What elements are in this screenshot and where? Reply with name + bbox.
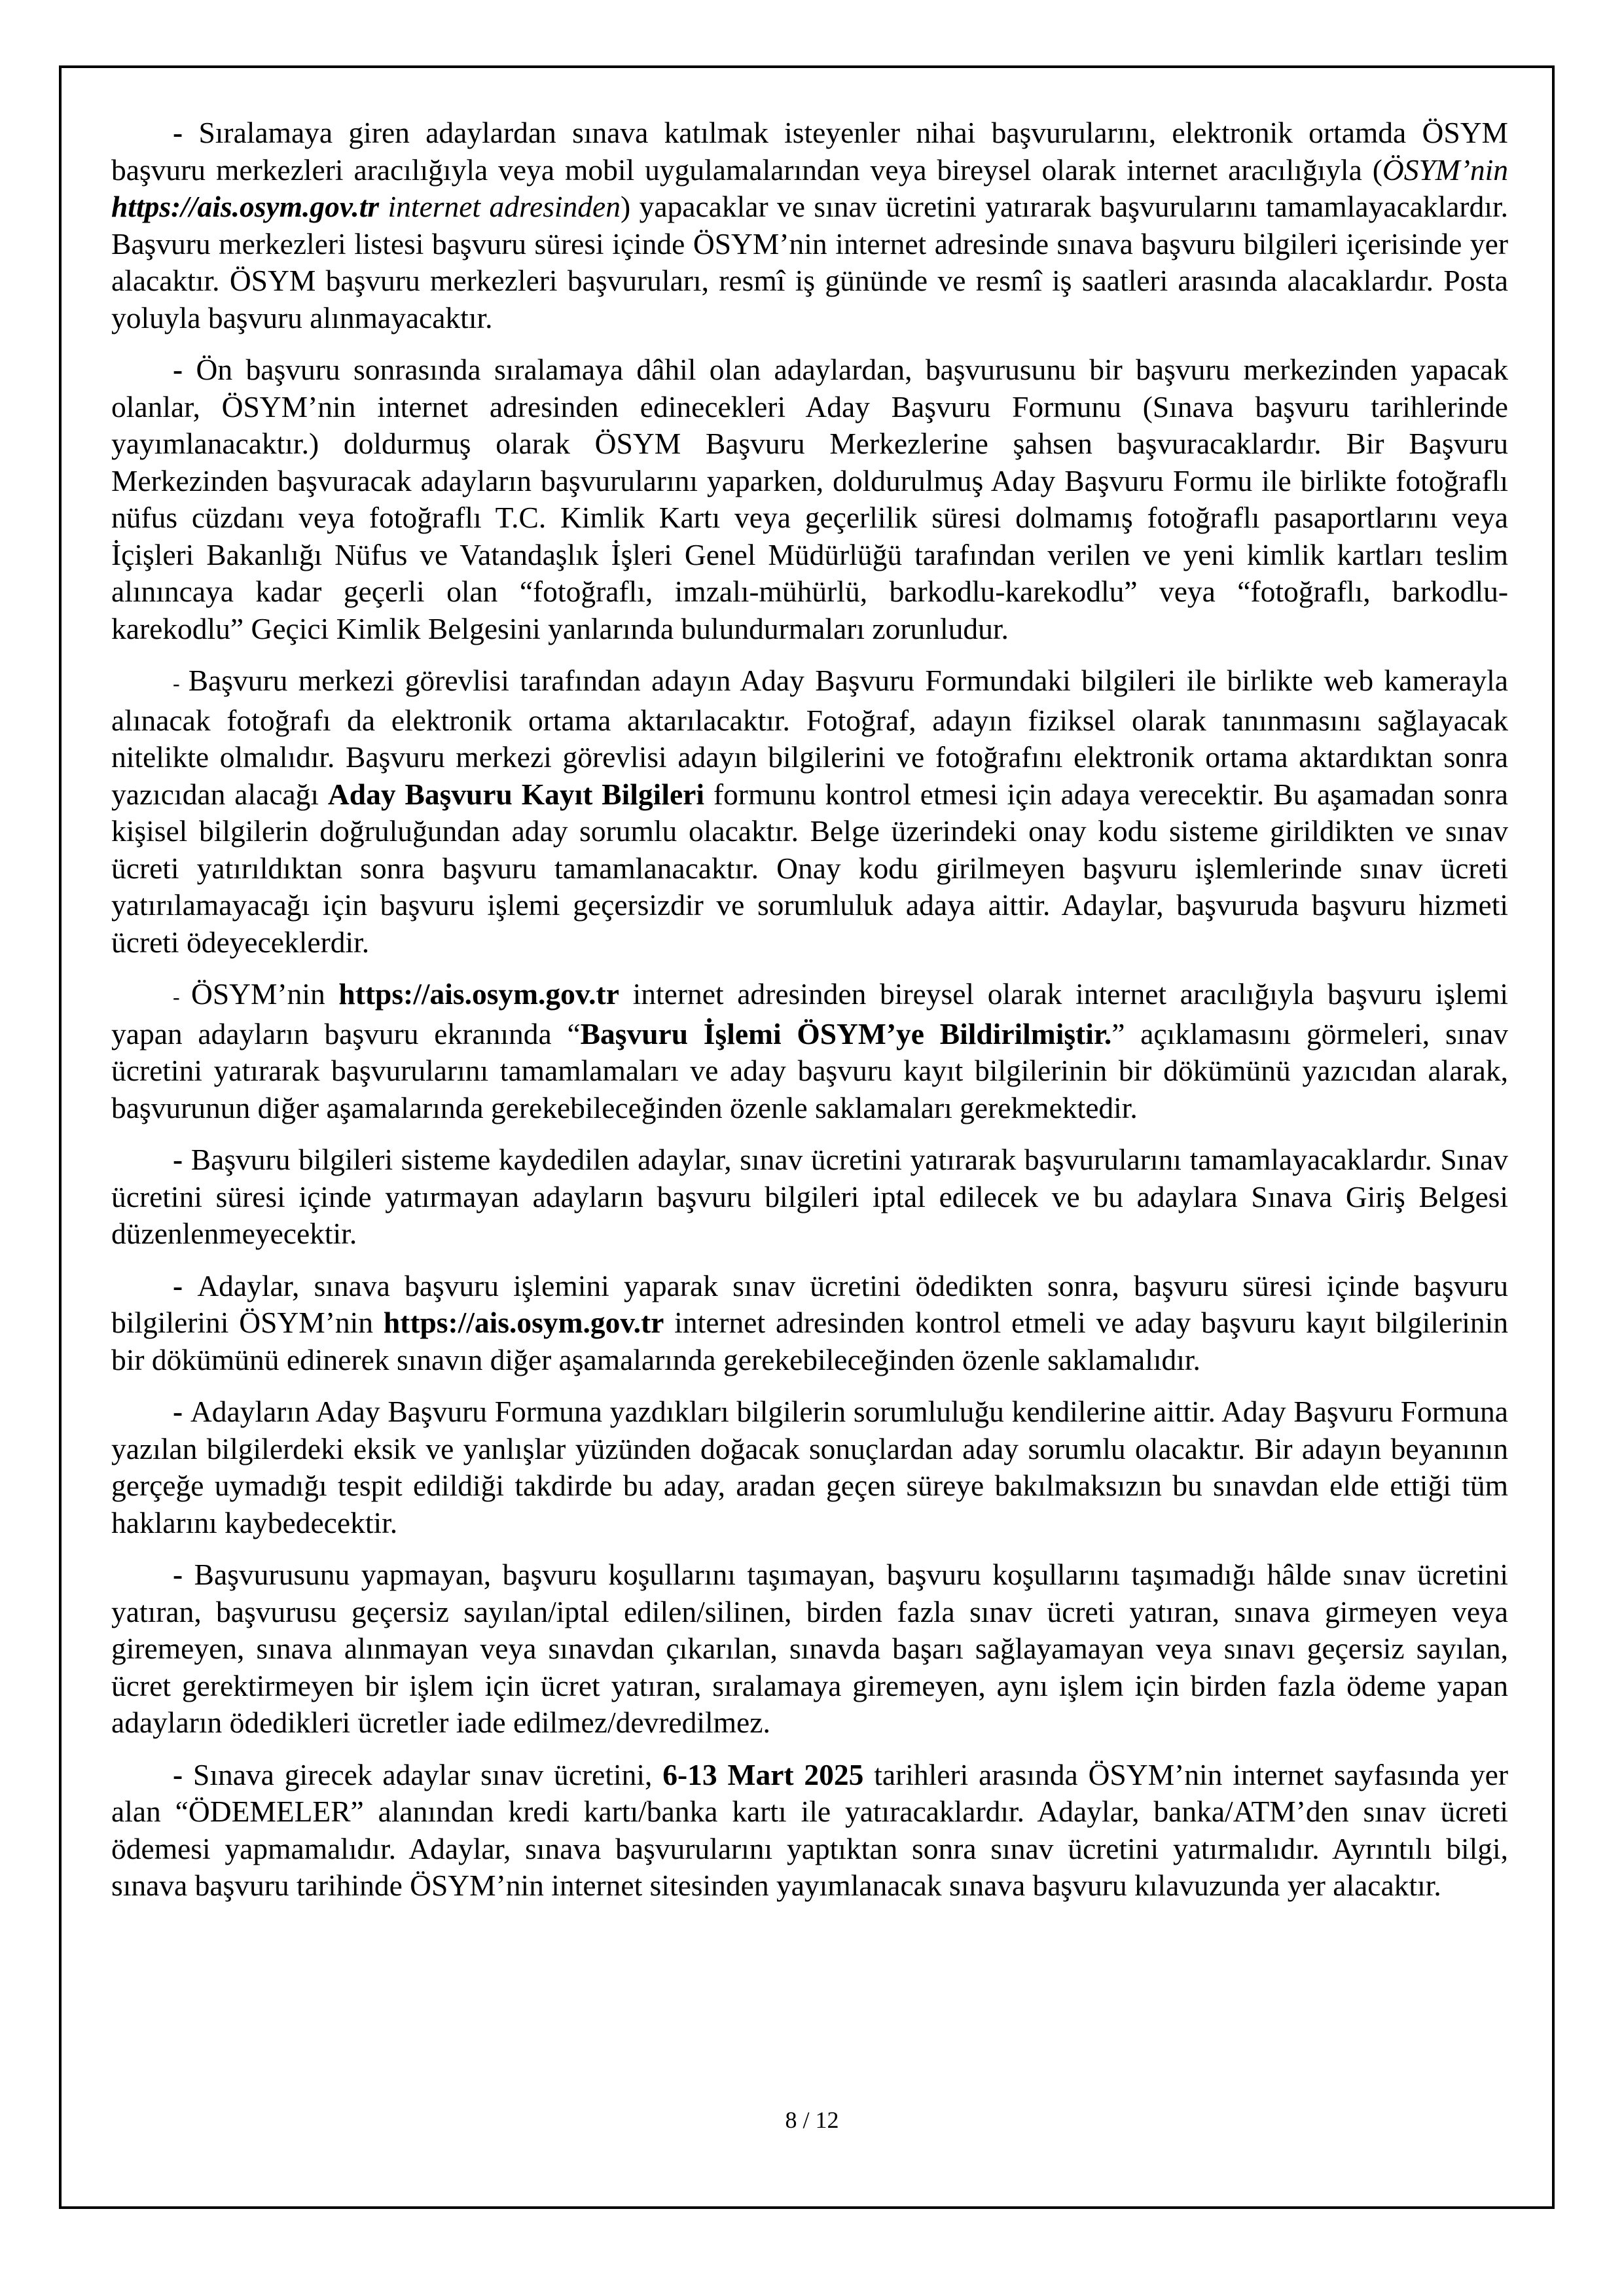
- paragraph: [111, 1757, 1508, 1905]
- document-body: [111, 115, 1508, 1920]
- emphasis-text: Başvuru İşlemi ÖSYM’ye Bildirilmiştir.: [580, 1016, 1112, 1050]
- text-run: Başvuru merkezi görevlisi tarafından adayın Aday Başvuru Formundaki bilgileri ile birlikte web kamerayla alınacak fotoğrafı da elektronik ortama aktarılacaktır. Fotoğraf, adayın fiziksel olarak tanınmasını sağlayacak nitelikte olmalıdır. Başvuru merkezi görevlisi adayın bilgilerini ve fotoğrafını elektronik ortama aktardıktan sonra yazıcıdan alacağı: [111, 664, 1508, 811]
- bullet-dash: -: [173, 672, 189, 695]
- page-number: 8 / 12: [785, 2107, 839, 2133]
- bullet-dash: -: [173, 1395, 190, 1428]
- paragraph: [111, 1268, 1508, 1379]
- text-run: tarihleri arasında ÖSYM’nin internet sayfasında yer alan “ÖDEMELER” alanından kredi kartı/banka kartı ile yatıracaklardır. Adaylar, banka/ATM’den sınav ücreti ödemesi yapmamalıdır. Adaylar, sınava başvurularını yaptıktan sonra sınav ücretini yatırmalıdır. Ayrıntılı bilgi, sınava başvuru tarihinde ÖSYM’nin internet sitesinden yayımlanacak sınava başvuru kılavuzunda yer alacaktır.: [111, 1757, 1509, 1902]
- text-run: internet adresinden kontrol etmeli ve aday başvuru kayıt bilgilerinin bir dökümünü edinerek sınavın diğer aşamalarında gerekebileceğinden özenle saklamalıdır.: [111, 1306, 1508, 1376]
- bullet-dash: -: [173, 353, 196, 386]
- emphasis-text: https://ais.osym.gov.tr: [383, 1306, 664, 1339]
- paragraph: [111, 115, 1508, 336]
- text-run: Başvurusunu yapmayan, başvuru koşullarını taşımayan, başvuru koşullarını taşımadığı hâlde sınav ücretini yatıran, başvurusu geçersiz sayılan/iptal edilen/silinen, birden fazla sınav ücreti yatıran, sınava girmeyen veya giremeyen, sınava alınmayan veya sınavdan çıkarılan, sınavda başarı sağlayamayan veya sınavı geçersiz sayılan, ücret gerektirmeyen bir işlem için ücret yatıran, sıralamaya giremeyen, aynı işlem için birden fazla ödeme yapan adayların ödedikleri ücretler iade edilmez/devredilmez.: [111, 1558, 1508, 1739]
- emphasis-text: https://ais.osym.gov.tr: [111, 190, 380, 223]
- bullet-dash: -: [173, 1268, 198, 1302]
- bullet-dash: -: [173, 1558, 194, 1591]
- paragraph: [111, 351, 1508, 647]
- paragraph: [111, 1556, 1508, 1742]
- text-run: Sıralamaya giren adaylardan sınava katılmak isteyenler nihai başvurularını, elektronik ortamda ÖSYM başvuru merkezleri aracılığıyla veya mobil uygulamalarından veya bireysel olarak internet aracılığıyla (: [111, 116, 1509, 187]
- paragraph: [111, 662, 1508, 961]
- emphasis-text: Aday Başvuru Kayıt Bilgileri: [327, 777, 704, 811]
- text-run: formunu kontrol etmesi için adaya verecektir. Bu aşamadan sonra kişisel bilgilerin doğruluğundan aday sorumlu olacaktır. Belge üzerindeki onay kodu sisteme girildikten ve sınav ücreti yatırıldıktan sonra başvuru tamamlanacaktır. Onay kodu girilmeyen başvuru işlemlerinde sınav ücreti yatırılamayacağı için başvuru işlemi geçersizdir ve sorumluluk adaya aittir. Adaylar, başvuruda başvuru hizmeti ücreti ödeyeceklerdir.: [111, 777, 1508, 959]
- emphasis-text: https://ais.osym.gov.tr: [338, 977, 619, 1011]
- bullet-dash: -: [173, 116, 199, 149]
- text-run: ” açıklamasını görmeleri, sınav ücretini yatırarak başvurularını tamamlamaları ve aday başvuru kayıt bilgilerinin bir dökümünü yazıcıdan alarak, başvurunun diğer aşamalarında gerekebileceğinden özenle saklamaları gerekmektedir.: [111, 1016, 1508, 1124]
- bullet-dash: -: [173, 985, 191, 1009]
- bullet-dash: -: [173, 1757, 194, 1791]
- paragraph: [111, 1393, 1508, 1541]
- text-run: internet adresinden bireysel olarak internet aracılığıyla başvuru işlemi yapan adayların başvuru ekranında “: [111, 977, 1508, 1050]
- text-run: Adaylar, sınava başvuru işlemini yaparak sınav ücretini ödedikten sonra, başvuru süresi içinde başvuru bilgilerini ÖSYM’nin: [111, 1268, 1508, 1339]
- bullet-dash: -: [173, 1143, 191, 1176]
- paragraph: [111, 976, 1508, 1126]
- paragraph: [111, 1141, 1508, 1253]
- text-run: ÖSYM’nin: [190, 977, 339, 1011]
- text-run: Başvuru bilgileri sisteme kaydedilen adaylar, sınav ücretini yatırarak başvurularını tamamlayacaklardır. Sınav ücretini süresi içinde yatırmayan adayların başvuru bilgileri iptal edilecek ve bu adaylara Sınava Giriş Belgesi düzenlenmeyecektir.: [111, 1143, 1508, 1250]
- emphasis-text: ÖSYM’nin: [1382, 152, 1508, 187]
- text-run: Sınava girecek adaylar sınav ücretini,: [193, 1757, 663, 1791]
- text-run: ) yapacaklar ve sınav ücretini yatırarak başvurularını tamamlayacaklardır. Başvuru merkezleri listesi başvuru süresi içinde ÖSYM’nin internet adresinde sınava başvuru bilgileri içerisinde yer alacaktır. ÖSYM başvuru merkezleri başvuruları, resmî iş gününde ve resmî iş saatleri arasında alacaklardır. Posta yoluyla başvuru alınmayacaktır.: [111, 190, 1508, 334]
- emphasis-text: 6-13 Mart 2025: [662, 1757, 864, 1791]
- text-run: Adayların Aday Başvuru Formuna yazdıkları bilgilerin sorumluluğu kendilerine aittir. Aday Başvuru Formuna yazılan bilgilerdeki eksik ve yanlışlar yüzünden doğacak sonuçlardan aday sorumlu olacaktır. Bir adayın beyanının gerçeğe uymadığı tespit edildiği takdirde bu aday, aradan geçen süreye bakılmaksızın bu sınavdan elde ettiği tüm haklarını kaybedecektir.: [111, 1395, 1508, 1539]
- text-run: Ön başvuru sonrasında sıralamaya dâhil olan adaylardan, başvurusunu bir başvuru merkezinden yapacak olanlar, ÖSYM’nin internet adresinden edinecekleri Aday Başvuru Formunu (Sınava başvuru tarihlerinde yayımlanacaktır.) doldurmuş olarak ÖSYM Başvuru Merkezlerine şahsen başvuracaklardır. Bir Başvuru Merkezinden başvuracak adayların başvurularını yaparken, doldurulmuş Aday Başvuru Formu ile birlikte fotoğraflı nüfus cüzdanı veya fotoğraflı T.C. Kimlik Kartı veya geçerlilik süresi dolmamış fotoğraflı pasaportlarını veya İçişleri Bakanlığı Nüfus ve Vatandaşlık İşleri Genel Müdürlüğü tarafından verilen ve yeni kimlik kartları teslim alınıncaya kadar geçerli olan “fotoğraflı, imzalı-mühürlü, barkodlu-karekodlu” veya “fotoğraflı, barkodlu-karekodlu” Geçici Kimlik Belgesini yanlarında bulundurmaları zorunludur.: [111, 353, 1509, 645]
- emphasis-text: internet adresinden: [379, 190, 621, 223]
